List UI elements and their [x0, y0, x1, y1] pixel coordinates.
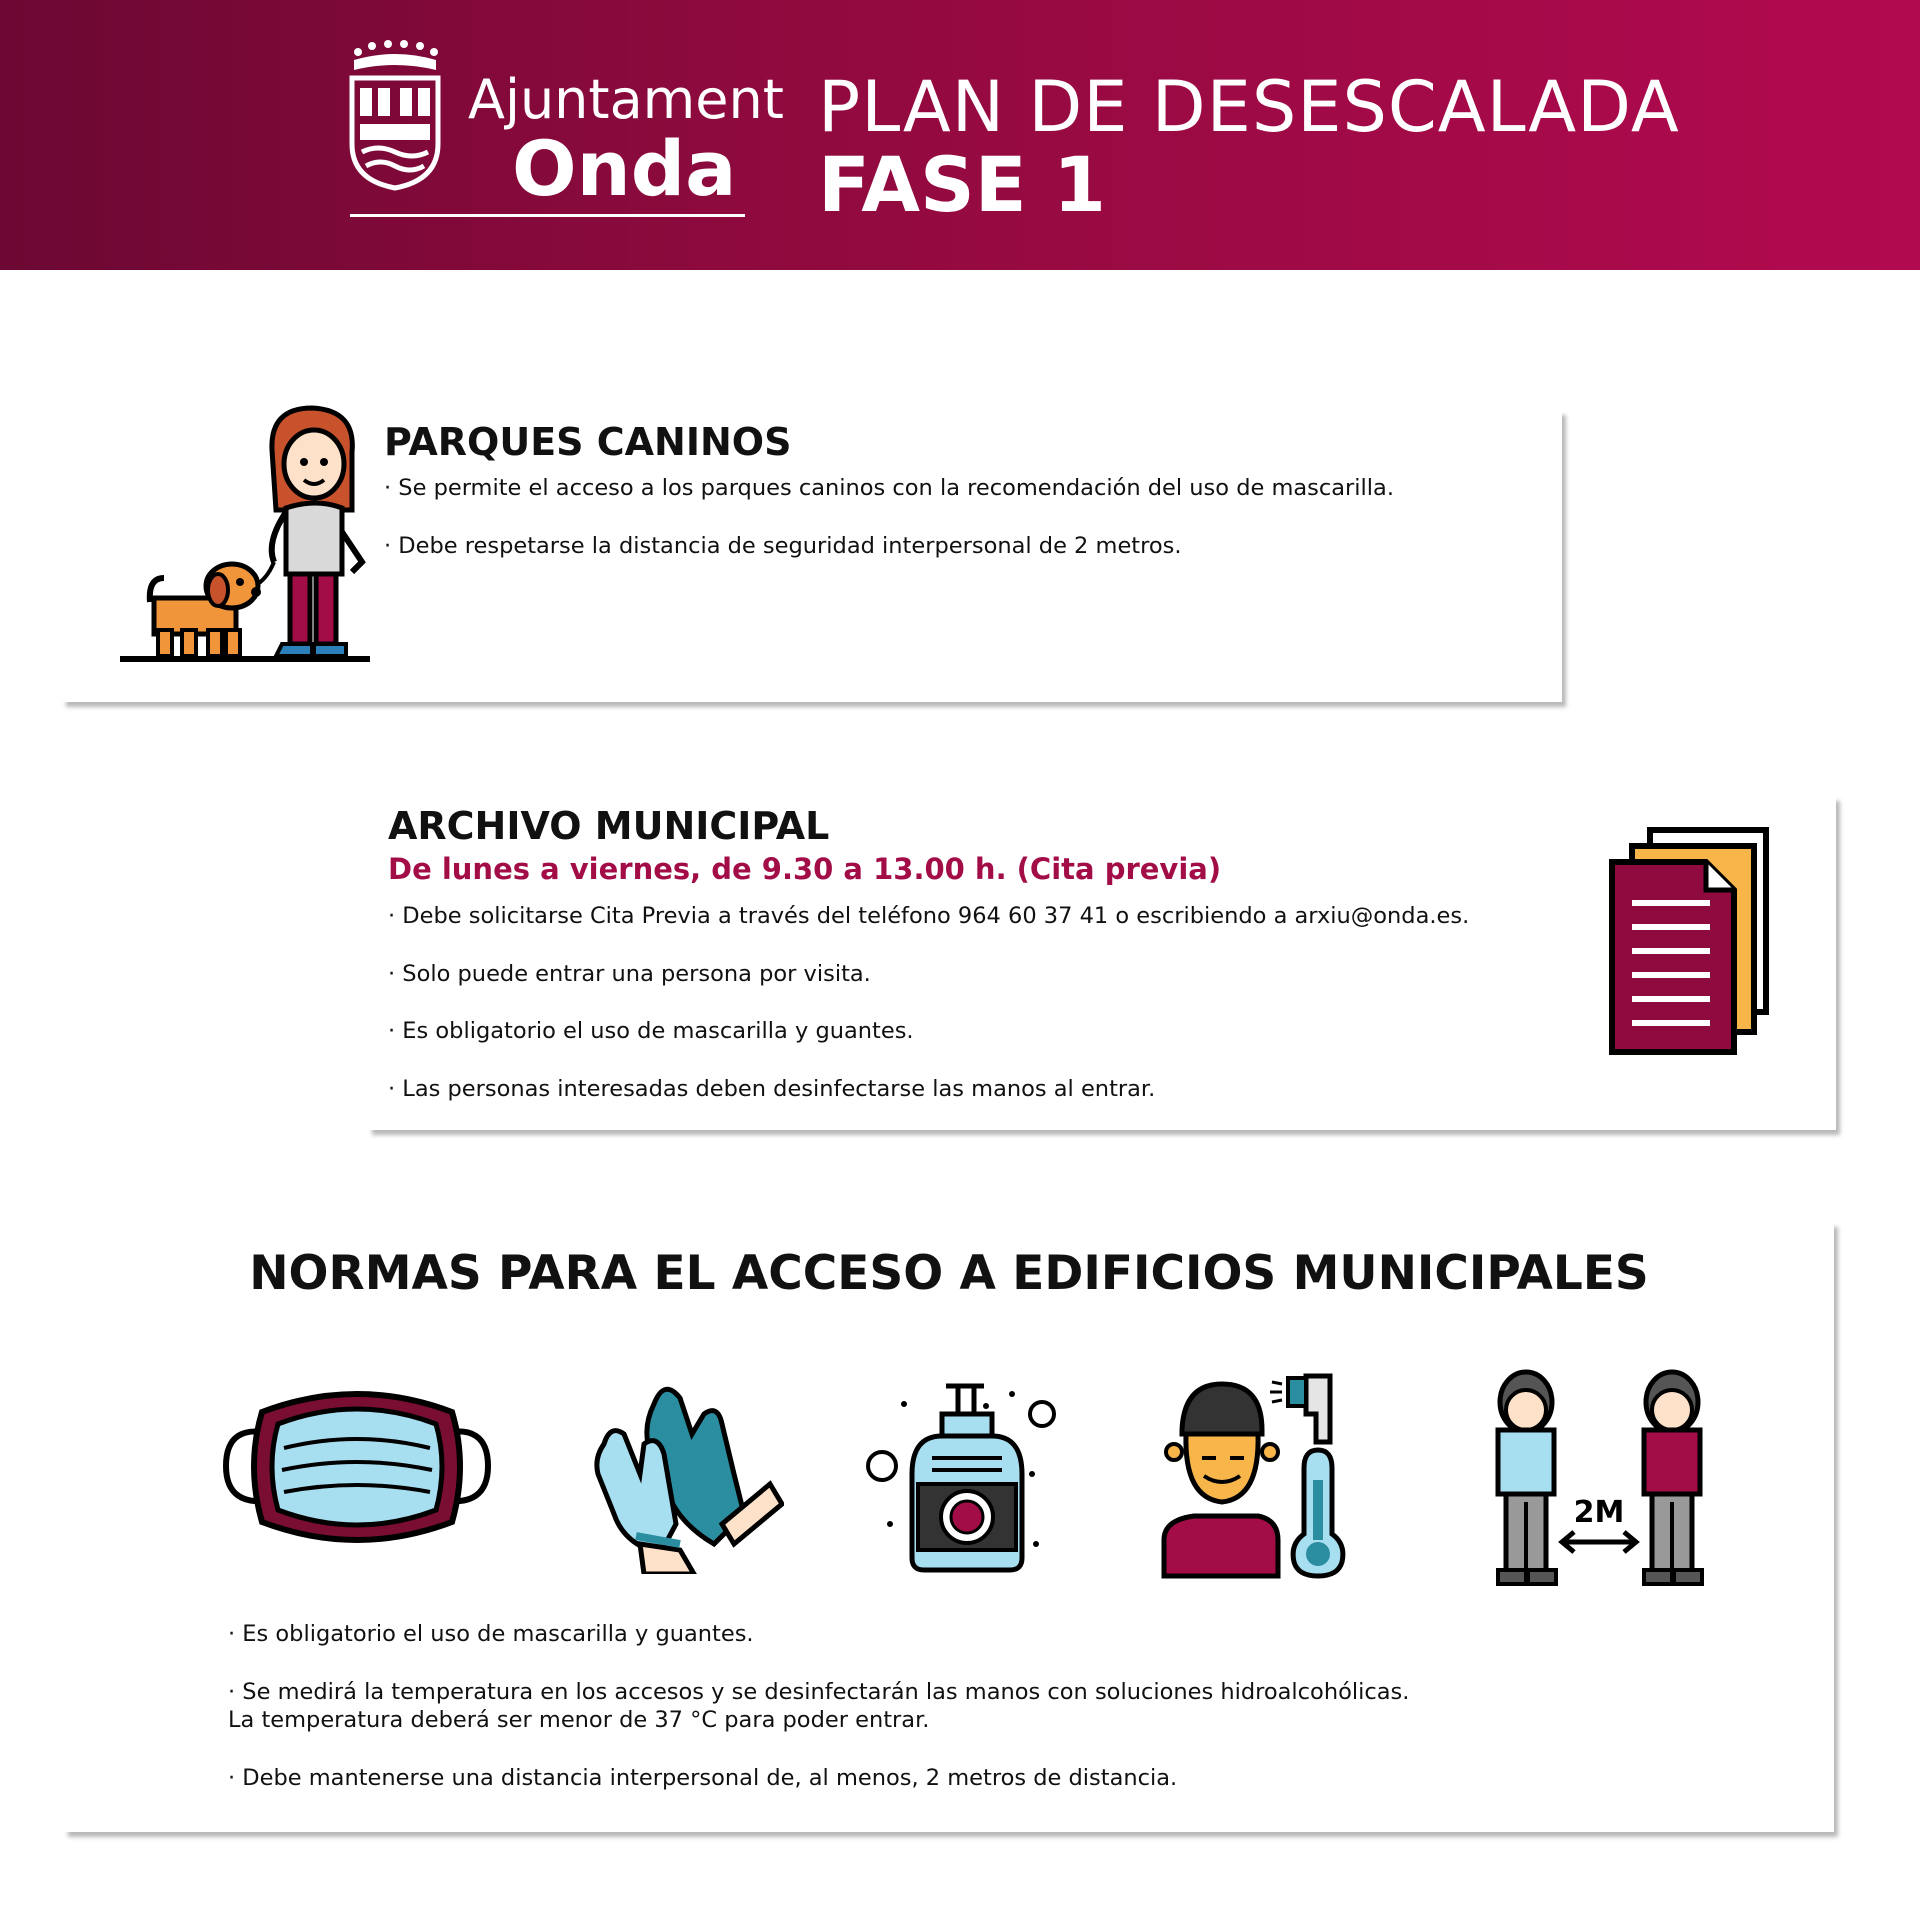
face-mask-icon [222, 1382, 492, 1552]
archivo-schedule: De lunes a viernes, de 9.30 a 13.00 h. (Cita previa) [388, 852, 1222, 886]
person-walking-dog-icon [90, 402, 380, 672]
archivo-bullet-4: · Las personas interesadas deben desinfectarse las manos al entrar. [388, 1076, 1156, 1102]
logo-text-onda: Onda [512, 124, 737, 213]
page-title: PLAN DE DESESCALADA [818, 66, 1680, 148]
parques-caninos-card [62, 410, 1562, 702]
social-distance-icon [1484, 1362, 1714, 1588]
archivo-bullet-2: · Solo puede entrar una persona por visita. [388, 961, 871, 987]
normas-bullet-2: · Se medirá la temperatura en los accesos y se desinfectarán las manos con soluciones hidroalcohólicas. [228, 1679, 1410, 1705]
header-banner [0, 0, 1920, 270]
temperature-check-icon [1154, 1370, 1364, 1580]
phase-title: FASE 1 [818, 140, 1107, 229]
archivo-municipal-card [368, 796, 1836, 1130]
parques-bullet-1: · Se permite el acceso a los parques caninos con la recomendación del uso de mascarilla. [384, 475, 1394, 501]
distance-label: 2M [1573, 1495, 1625, 1530]
normas-bullet-1: · Es obligatorio el uso de mascarilla y guantes. [228, 1621, 754, 1647]
archivo-bullet-3: · Es obligatorio el uso de mascarilla y guantes. [388, 1018, 914, 1044]
normas-bullet-2-cont: La temperatura deberá ser menor de 37 °C para poder entrar. [228, 1707, 930, 1733]
parques-caninos-title: PARQUES CANINOS [384, 420, 792, 464]
documents-icon [1606, 826, 1776, 1056]
normas-acceso-card [64, 1222, 1834, 1832]
parques-bullet-2: · Debe respetarse la distancia de seguridad interpersonal de 2 metros. [384, 533, 1182, 559]
logo-text-ajuntament: Ajuntament [468, 68, 784, 131]
gloves-icon [584, 1374, 784, 1574]
normas-title: NORMAS PARA EL ACCESO A EDIFICIOS MUNICIPALES [249, 1246, 1649, 1301]
town-shield-logo-icon [348, 40, 442, 192]
normas-bullet-3: · Debe mantenerse una distancia interpersonal de, al menos, 2 metros de distancia. [228, 1765, 1178, 1791]
logo-underline [350, 214, 745, 217]
archivo-bullet-1: · Debe solicitarse Cita Previa a través del teléfono 964 60 37 41 o escribiendo a arxiu@onda.es. [388, 903, 1470, 929]
archivo-municipal-title: ARCHIVO MUNICIPAL [388, 804, 830, 848]
hand-sanitizer-icon [862, 1374, 1062, 1574]
